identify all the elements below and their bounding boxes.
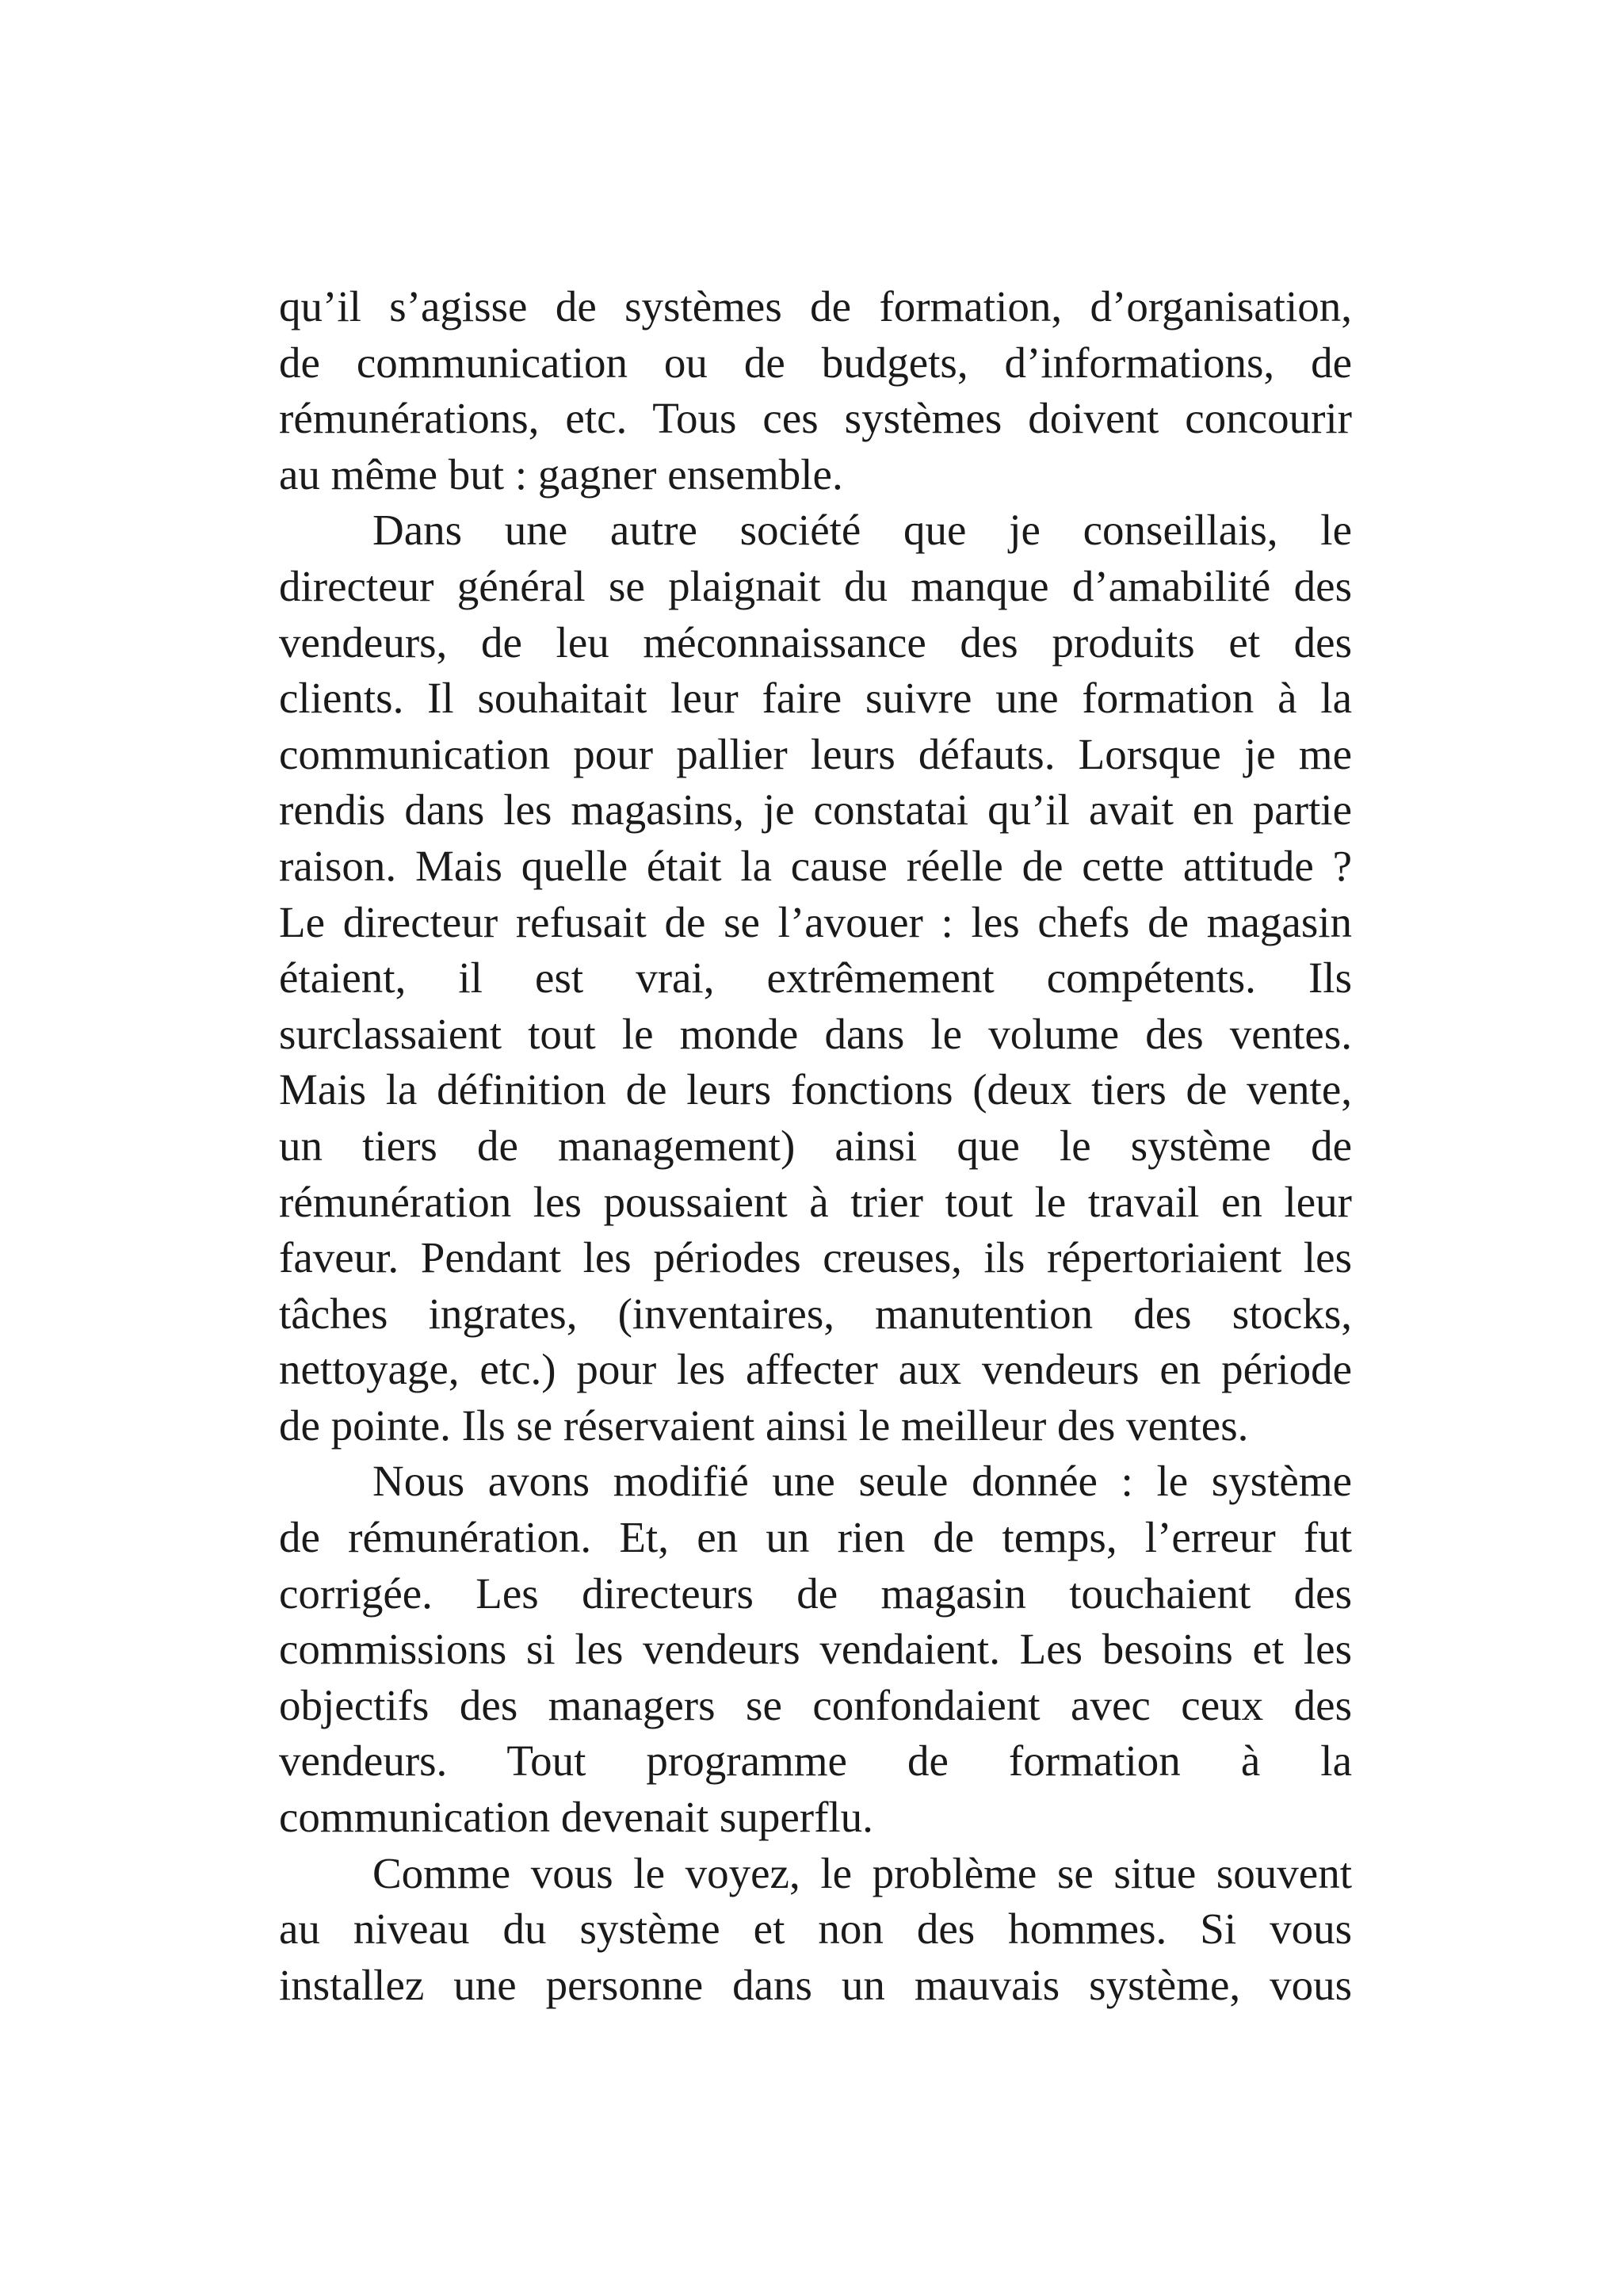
text-line: directeur général se plaignait du manque d’amabilité des — [279, 561, 1352, 610]
text-line: Dans une autre société que je conseillais, le — [372, 506, 1352, 555]
paragraph-1 — [279, 279, 1352, 502]
text-line: surclassaient tout le monde dans le volume des ventes. — [279, 1009, 1352, 1058]
text-line: vendeurs, de leu méconnaissance des produits et des — [279, 617, 1352, 667]
text-line: de rémunération. Et, en un rien de temps, l’erreur fut — [279, 1513, 1352, 1562]
text-line: faveur. Pendant les périodes creuses, ils répertoriaient les — [279, 1233, 1352, 1282]
paragraph-2 — [279, 502, 1352, 1454]
text-line: au même but : gagner ensemble. — [279, 449, 843, 499]
text-line: installez une personne dans un mauvais système, vous — [279, 1960, 1352, 2009]
text-line: clients. Il souhaitait leur faire suivre une formation à la — [279, 674, 1352, 723]
text-line: rendis dans les magasins, je constatai qu’il avait en partie — [279, 785, 1352, 835]
text-line: objectifs des managers se confondaient avec ceux des — [279, 1680, 1352, 1729]
text-line: Le directeur refusait de se l’avouer : les chefs de magasin — [279, 897, 1352, 946]
paragraph-3 — [279, 1454, 1352, 1845]
text-line: nettoyage, etc.) pour les affecter aux vendeurs en période — [279, 1345, 1352, 1394]
text-line: rémunération les poussaient à trier tout le travail en leur — [279, 1177, 1352, 1226]
body-text — [279, 279, 1352, 2013]
text-line: tâches ingrates, (inventaires, manutention des stocks, — [279, 1289, 1352, 1338]
text-line: de communication ou de budgets, d’informations, de — [279, 338, 1352, 387]
text-line: qu’il s’agisse de systèmes de formation, d’organisation, — [279, 282, 1352, 330]
text-line: raison. Mais quelle était la cause réelle de cette attitude ? — [279, 841, 1352, 890]
text-line: rémunérations, etc. Tous ces systèmes doivent concourir — [279, 394, 1352, 443]
paragraph-4 — [279, 1846, 1352, 2014]
text-line: Nous avons modifié une seule donnée : le système — [372, 1457, 1352, 1506]
text-line: communication devenait superflu. — [279, 1793, 873, 1842]
text-line: commissions si les vendeurs vendaient. Les besoins et les — [279, 1625, 1352, 1674]
text-line: communication pour pallier leurs défauts. Lorsque je me — [279, 729, 1352, 778]
text-line: au niveau du système et non des hommes. Si vous — [279, 1904, 1352, 1954]
text-line: corrigée. Les directeurs de magasin touchaient des — [279, 1568, 1352, 1618]
text-line: vendeurs. Tout programme de formation à la — [279, 1736, 1352, 1786]
text-line: de pointe. Ils se réservaient ainsi le meilleur des ventes. — [279, 1400, 1249, 1450]
text-line: Comme vous le voyez, le problème se situe souvent — [372, 1848, 1352, 1897]
text-line: Mais la définition de leurs fonctions (deux tiers de vente, — [279, 1065, 1352, 1114]
text-line: un tiers de management) ainsi que le système de — [279, 1121, 1352, 1170]
text-line: étaient, il est vrai, extrêmement compétents. Ils — [279, 953, 1352, 1003]
